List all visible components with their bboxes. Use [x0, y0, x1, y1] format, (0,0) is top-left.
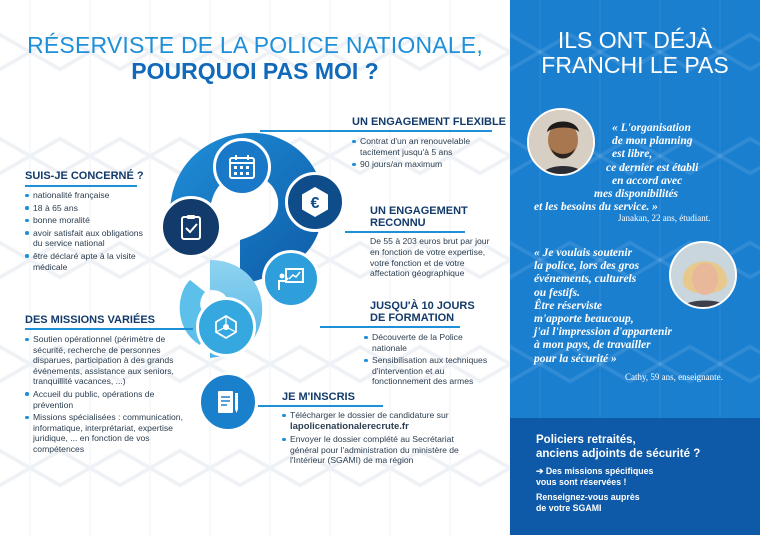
formation-list	[364, 332, 494, 389]
form-icon	[198, 372, 258, 432]
retirees-title-line1: Policiers retraités,	[536, 434, 636, 446]
formation-underline	[320, 326, 460, 328]
retirees-line2: vous sont réservées !	[536, 477, 627, 487]
reconnu-text: De 55 à 203 euros brut par jour en fonction de votre expertise, votre fonction et de votre affectation géographique	[370, 236, 490, 279]
clipboard-icon	[160, 196, 222, 258]
website-link[interactable]: lapolicenationalerecrute.fr	[290, 420, 409, 432]
presentation-icon	[262, 250, 320, 308]
engagement-title: UN ENGAGEMENT FLEXIBLE	[352, 116, 507, 128]
quote2-line: Être réserviste	[534, 299, 603, 312]
quote2	[534, 247, 734, 366]
inscris-underline	[258, 405, 383, 407]
engagement-underline	[260, 130, 492, 132]
inscris-item1-text: Télécharger le dossier de candidature sur	[290, 410, 449, 420]
quote2-line: j'ai l'impression d'appartenir	[534, 326, 673, 339]
svg-text:€: €	[310, 195, 320, 212]
missions-list	[25, 334, 185, 457]
euro-icon	[285, 172, 345, 232]
reconnu-title-line1: UN ENGAGEMENT	[370, 205, 468, 217]
list-item: Sensibilisation aux techniques d'intervention et au fonctionnement des armes	[364, 355, 494, 387]
quote1-line: ce dernier est établi	[606, 161, 699, 174]
list-item: avoir satisfait aux obligations du service national	[25, 228, 150, 249]
concerne-list	[25, 190, 150, 274]
quote1-author: Janakan, 22 ans, étudiant.	[618, 213, 711, 223]
reconnu-underline	[345, 231, 465, 233]
right-title-line1: ILS ONT DÉJÀ	[557, 27, 713, 53]
retirees-line4: de votre SGAMI	[536, 503, 602, 513]
inscris-title: JE M'INSCRIS	[282, 391, 355, 403]
missions-underline	[25, 328, 193, 330]
list-item: Contrat d'un an renouvelable tacitement jusqu'à 5 ans	[352, 136, 492, 157]
quote2-author: Cathy, 59 ans, enseignante.	[625, 372, 723, 382]
network-icon	[196, 297, 256, 357]
quote2-line: à mon pays, de travailler	[534, 339, 651, 352]
list-item	[282, 410, 472, 432]
quote2-line: « Je voulais soutenir	[534, 247, 633, 259]
quote1-line: en accord avec	[612, 174, 683, 187]
list-item: nationalité française	[25, 190, 150, 201]
quote2-line: la police, lors des gros	[534, 260, 640, 273]
concerne-underline	[25, 185, 137, 187]
quote1-line: « L'organisation	[612, 122, 691, 134]
right-title-line2: FRANCHI LE PAS	[541, 52, 729, 78]
quote1-line: est libre,	[612, 148, 653, 161]
quote2-line: m'apporte beaucoup,	[534, 313, 634, 326]
formation-title-line2: DE FORMATION	[370, 312, 455, 324]
list-item: être déclaré apte à la visite médicale	[25, 251, 150, 272]
list-item: bonne moralité	[25, 215, 150, 226]
missions-title: DES MISSIONS VARIÉES	[25, 314, 155, 326]
quote1-line: mes disponibilités	[594, 188, 679, 201]
list-item: Missions spécialisées : communication, informatique, interprétariat, expertise juridique, ... en fonction de vos compétences	[25, 412, 185, 454]
formation-title-line1: JUSQU'À 10 JOURS	[370, 300, 475, 312]
retirees-line3: Renseignez-vous auprès	[536, 492, 640, 502]
quote1	[534, 122, 744, 214]
list-item: 18 à 65 ans	[25, 203, 150, 214]
quote2-line: ou festifs.	[534, 286, 580, 299]
list-item: 90 jours/an maximum	[352, 159, 492, 170]
main-title-line2: POURQUOI PAS MOI ?	[131, 58, 379, 84]
main-title-line1: RÉSERVISTE DE LA POLICE NATIONALE,	[27, 32, 483, 58]
concerne-title: SUIS-JE CONCERNÉ ?	[25, 170, 144, 182]
quote1-line: et les besoins du service. »	[534, 201, 658, 214]
list-item: Envoyer le dossier complété au Secrétariat général pour l'administration du ministère de l'Intérieur (SGAMI) de ma région	[282, 434, 472, 466]
engagement-list	[352, 136, 492, 172]
reconnu-title-line2: RECONNU	[370, 217, 426, 229]
list-item: Découverte de la Police nationale	[364, 332, 494, 353]
calendar-icon	[213, 138, 271, 196]
quote2-line: événements, culturels	[534, 273, 637, 286]
list-item: Accueil du public, opérations de prévention	[25, 389, 185, 410]
list-item: Soutien opérationnel (périmètre de sécurité, recherche de personnes disparues, participation à des grands événements, assistance aux seniors, tranquillité vacances, ...)	[25, 334, 185, 387]
quote1-line: de mon planning	[612, 135, 693, 148]
retirees-title-line2: anciens adjoints de sécurité ?	[536, 448, 701, 460]
quote2-line: pour la sécurité »	[534, 352, 617, 365]
inscris-list	[282, 410, 472, 468]
retirees-line1: ➔ Des missions spécifiques	[536, 466, 654, 476]
